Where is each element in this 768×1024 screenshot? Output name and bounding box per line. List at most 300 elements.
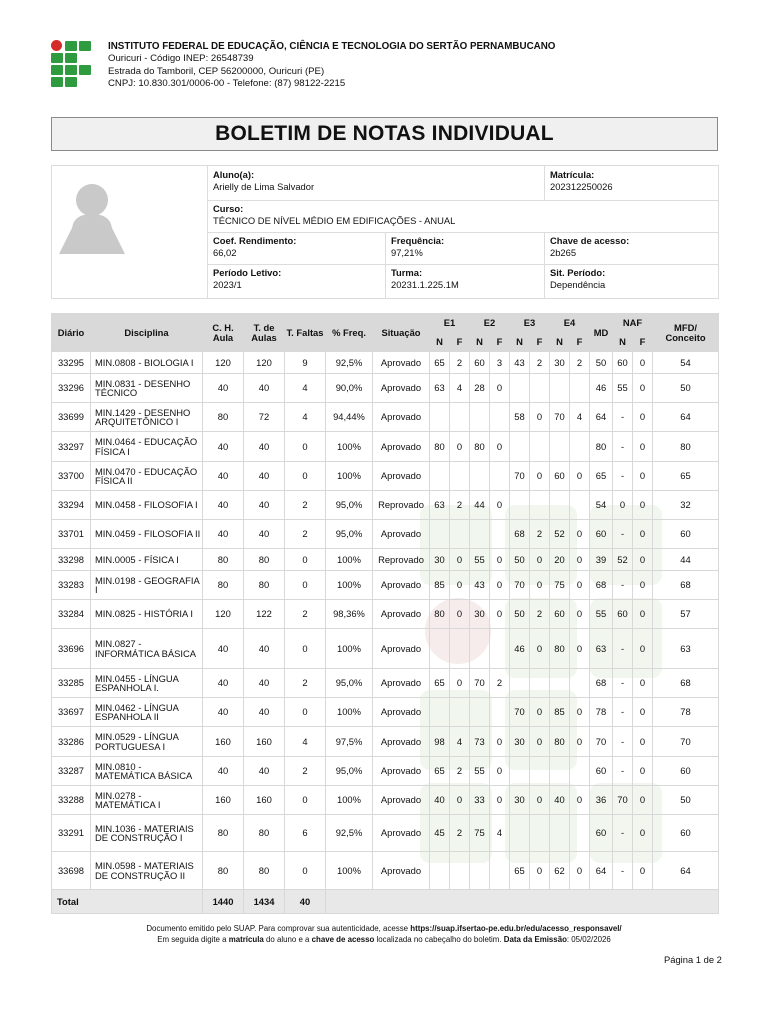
naf-nota-cell: -	[613, 852, 633, 890]
institution-address: Estrada do Tamboril, CEP 56200000, Ouricuri (PE)	[108, 65, 325, 77]
disciplina-cell: MIN.0458 - FILOSOFIA I	[91, 491, 203, 520]
e1-faltas-cell	[450, 629, 470, 669]
total-faltas-cell: 2	[285, 669, 326, 698]
period-label: Período Letivo:	[213, 267, 282, 278]
total-aulas-cell: 120	[244, 352, 285, 374]
e1-nota-cell	[430, 520, 450, 549]
naf-faltas-cell: 0	[633, 403, 653, 432]
table-row	[52, 600, 719, 629]
e1-nota-cell: 65	[430, 669, 450, 698]
e4-faltas-cell: 0	[570, 549, 590, 571]
header-n: N	[550, 333, 570, 352]
footer-bold: Data da Emissão	[503, 935, 567, 944]
e4-faltas-cell: 0	[570, 520, 590, 549]
e2-nota-cell: 43	[470, 571, 490, 600]
mfd-cell: 64	[653, 403, 719, 432]
diario-cell: 33697	[52, 698, 91, 727]
institution-campus: Ouricuri - Código INEP: 26548739	[108, 53, 254, 65]
e1-nota-cell: 45	[430, 815, 450, 852]
total-faltas-cell: 0	[285, 549, 326, 571]
freq-cell: 100%	[326, 698, 373, 727]
total-faltas-cell: 4	[285, 374, 326, 403]
total-aulas-cell: 80	[244, 549, 285, 571]
footer-text: localizada no cabeçalho do boletim.	[374, 935, 504, 944]
table-row	[52, 571, 719, 600]
total-row	[52, 890, 719, 914]
header-f: F	[530, 333, 550, 352]
e2-nota-cell	[470, 698, 490, 727]
total-aulas-cell: 80	[244, 815, 285, 852]
e3-faltas-cell: 0	[530, 629, 550, 669]
disciplina-cell: MIN.0459 - FILOSOFIA II	[91, 520, 203, 549]
e4-nota-cell: 80	[550, 629, 570, 669]
diario-cell: 33696	[52, 629, 91, 669]
total-aulas: 1434	[244, 890, 285, 914]
freq-cell: 100%	[326, 786, 373, 815]
naf-nota-cell: 55	[613, 374, 633, 403]
e1-faltas-cell: 0	[450, 432, 470, 462]
e4-nota-cell	[550, 815, 570, 852]
naf-faltas-cell: 0	[633, 520, 653, 549]
e4-faltas-cell: 0	[570, 462, 590, 491]
freq-cell: 100%	[326, 571, 373, 600]
coef-cell	[207, 232, 385, 259]
diario-cell: 33294	[52, 491, 91, 520]
naf-faltas-cell: 0	[633, 669, 653, 698]
ch-cell: 40	[203, 629, 244, 669]
e3-faltas-cell	[530, 491, 550, 520]
e3-nota-cell	[510, 432, 530, 462]
e1-nota-cell: 40	[430, 786, 450, 815]
mfd-cell: 68	[653, 669, 719, 698]
e1-nota-cell: 30	[430, 549, 450, 571]
header-f: F	[633, 333, 653, 352]
e2-faltas-cell: 0	[490, 757, 510, 786]
naf-nota-cell: -	[613, 727, 633, 757]
e2-faltas-cell: 4	[490, 815, 510, 852]
page-title: BOLETIM DE NOTAS INDIVIDUAL	[51, 117, 718, 151]
e4-faltas-cell: 0	[570, 852, 590, 890]
disciplina-cell: MIN.0278 - MATEMÁTICA I	[91, 786, 203, 815]
e4-nota-cell: 20	[550, 549, 570, 571]
document-footer	[0, 923, 768, 945]
header-freq: % Freq.	[326, 314, 373, 352]
situacao-cell: Aprovado	[373, 727, 430, 757]
naf-nota-cell: -	[613, 629, 633, 669]
md-cell: 70	[590, 727, 613, 757]
mfd-cell: 80	[653, 432, 719, 462]
e3-faltas-cell: 0	[530, 727, 550, 757]
e4-nota-cell	[550, 669, 570, 698]
e4-nota-cell: 60	[550, 462, 570, 491]
situacao-cell: Aprovado	[373, 698, 430, 727]
disciplina-cell: MIN.0810 - MATEMÁTICA BÁSICA	[91, 757, 203, 786]
total-faltas-cell: 9	[285, 352, 326, 374]
e1-nota-cell	[430, 852, 450, 890]
footer-text: Em seguida digite a	[157, 935, 229, 944]
diario-cell: 33296	[52, 374, 91, 403]
e3-nota-cell: 46	[510, 629, 530, 669]
ch-cell: 40	[203, 698, 244, 727]
header-n: N	[470, 333, 490, 352]
e3-nota-cell: 70	[510, 571, 530, 600]
student-info-panel	[51, 165, 719, 299]
mfd-cell: 57	[653, 600, 719, 629]
mfd-cell: 44	[653, 549, 719, 571]
total-faltas: 40	[285, 890, 326, 914]
student-name-label: Aluno(a):	[213, 169, 255, 180]
disciplina-cell: MIN.0598 - MATERIAIS DE CONSTRUÇÃO II	[91, 852, 203, 890]
table-row	[52, 727, 719, 757]
document-header	[50, 40, 730, 92]
matricula-label: Matrícula:	[550, 169, 595, 180]
e1-faltas-cell: 2	[450, 815, 470, 852]
header-f: F	[490, 333, 510, 352]
naf-faltas-cell: 0	[633, 374, 653, 403]
total-faltas-cell: 0	[285, 698, 326, 727]
ch-cell: 40	[203, 757, 244, 786]
total-faltas-cell: 0	[285, 786, 326, 815]
e3-nota-cell: 58	[510, 403, 530, 432]
e1-faltas-cell: 0	[450, 571, 470, 600]
mfd-cell: 60	[653, 520, 719, 549]
naf-faltas-cell: 0	[633, 629, 653, 669]
naf-nota-cell: -	[613, 757, 633, 786]
e3-nota-cell: 30	[510, 727, 530, 757]
total-aulas-cell: 40	[244, 629, 285, 669]
coef-value: 66,02	[213, 247, 237, 258]
diario-cell: 33298	[52, 549, 91, 571]
e1-faltas-cell	[450, 403, 470, 432]
naf-faltas-cell: 0	[633, 432, 653, 462]
e3-nota-cell	[510, 669, 530, 698]
disciplina-cell: MIN.0825 - HISTÓRIA I	[91, 600, 203, 629]
ch-cell: 40	[203, 520, 244, 549]
e2-nota-cell: 75	[470, 815, 490, 852]
header-total-aulas: T. de Aulas	[244, 314, 285, 352]
footer-text: Documento emitido pelo SUAP. Para comprovar sua autenticidade, acesse	[146, 924, 411, 933]
ch-cell: 160	[203, 727, 244, 757]
e2-nota-cell: 55	[470, 549, 490, 571]
header-diario: Diário	[52, 314, 91, 352]
table-row	[52, 629, 719, 669]
table-row	[52, 462, 719, 491]
ch-cell: 40	[203, 432, 244, 462]
situacao-cell: Aprovado	[373, 374, 430, 403]
naf-nota-cell: -	[613, 815, 633, 852]
ch-cell: 80	[203, 852, 244, 890]
situacao-cell: Aprovado	[373, 352, 430, 374]
e2-faltas-cell: 0	[490, 727, 510, 757]
total-faltas-cell: 0	[285, 432, 326, 462]
e2-nota-cell: 33	[470, 786, 490, 815]
course-value: TÉCNICO DE NÍVEL MÉDIO EM EDIFICAÇÕES - ANUAL	[213, 215, 456, 226]
situacao-cell: Aprovado	[373, 815, 430, 852]
md-cell: 36	[590, 786, 613, 815]
freq-cell: 97,5%	[326, 727, 373, 757]
situacao-cell: Aprovado	[373, 462, 430, 491]
mfd-cell: 50	[653, 786, 719, 815]
e1-faltas-cell: 0	[450, 549, 470, 571]
period-status-cell	[544, 264, 718, 291]
e4-nota-cell: 80	[550, 727, 570, 757]
md-cell: 65	[590, 462, 613, 491]
situacao-cell: Aprovado	[373, 629, 430, 669]
freq-cell: 100%	[326, 629, 373, 669]
table-row	[52, 852, 719, 890]
e4-faltas-cell: 2	[570, 352, 590, 374]
disciplina-cell: MIN.0005 - FÍSICA I	[91, 549, 203, 571]
e4-nota-cell: 62	[550, 852, 570, 890]
e2-faltas-cell: 0	[490, 786, 510, 815]
mfd-cell: 70	[653, 727, 719, 757]
e2-faltas-cell: 0	[490, 600, 510, 629]
md-cell: 60	[590, 520, 613, 549]
e3-faltas-cell	[530, 815, 550, 852]
disciplina-cell: MIN.0470 - EDUCAÇÃO FÍSICA II	[91, 462, 203, 491]
md-cell: 64	[590, 852, 613, 890]
e4-nota-cell	[550, 374, 570, 403]
institution-contact: CNPJ: 10.830.301/0006-00 - Telefone: (87) 98122-2215	[108, 78, 346, 90]
freq-cell: 95,0%	[326, 669, 373, 698]
e3-nota-cell	[510, 374, 530, 403]
disciplina-cell: MIN.0808 - BIOLOGIA I	[91, 352, 203, 374]
matricula-cell	[544, 166, 718, 193]
header-e4: E4	[550, 314, 590, 333]
ch-cell: 80	[203, 403, 244, 432]
verification-link[interactable]: https://suap.ifsertao-pe.edu.br/edu/acesso_responsavel/	[410, 924, 622, 933]
mfd-cell: 54	[653, 352, 719, 374]
e3-faltas-cell	[530, 669, 550, 698]
mfd-cell: 68	[653, 571, 719, 600]
e4-faltas-cell: 0	[570, 698, 590, 727]
table-row	[52, 491, 719, 520]
header-e3: E3	[510, 314, 550, 333]
total-ch: 1440	[203, 890, 244, 914]
student-name-cell	[207, 166, 544, 193]
naf-nota-cell: -	[613, 403, 633, 432]
e1-faltas-cell: 0	[450, 669, 470, 698]
freq-cell: 100%	[326, 462, 373, 491]
table-row	[52, 549, 719, 571]
e3-nota-cell	[510, 815, 530, 852]
total-aulas-cell: 40	[244, 462, 285, 491]
total-faltas-cell: 4	[285, 403, 326, 432]
header-n: N	[510, 333, 530, 352]
e4-faltas-cell	[570, 374, 590, 403]
total-aulas-cell: 40	[244, 757, 285, 786]
mfd-cell: 64	[653, 852, 719, 890]
naf-nota-cell: -	[613, 698, 633, 727]
ch-cell: 160	[203, 786, 244, 815]
md-cell: 54	[590, 491, 613, 520]
naf-faltas-cell: 0	[633, 462, 653, 491]
md-cell: 50	[590, 352, 613, 374]
situacao-cell: Aprovado	[373, 669, 430, 698]
md-cell: 68	[590, 669, 613, 698]
disciplina-cell: MIN.0831 - DESENHO TÉCNICO	[91, 374, 203, 403]
e2-nota-cell: 80	[470, 432, 490, 462]
footer-text: : 05/02/2026	[566, 935, 611, 944]
freq-cell: 95,0%	[326, 520, 373, 549]
disciplina-cell: MIN.0455 - LÍNGUA ESPANHOLA I.	[91, 669, 203, 698]
e3-faltas-cell: 0	[530, 549, 550, 571]
frequency-label: Frequência:	[391, 235, 445, 246]
e3-nota-cell: 30	[510, 786, 530, 815]
mfd-cell: 65	[653, 462, 719, 491]
naf-faltas-cell: 0	[633, 352, 653, 374]
md-cell: 39	[590, 549, 613, 571]
situacao-cell: Aprovado	[373, 786, 430, 815]
total-aulas-cell: 40	[244, 432, 285, 462]
total-aulas-cell: 40	[244, 374, 285, 403]
md-cell: 60	[590, 815, 613, 852]
header-mfd: MFD/ Conceito	[653, 314, 719, 352]
e2-faltas-cell: 0	[490, 491, 510, 520]
e4-faltas-cell: 0	[570, 786, 590, 815]
mfd-cell: 78	[653, 698, 719, 727]
mfd-cell: 60	[653, 757, 719, 786]
e1-nota-cell	[430, 698, 450, 727]
e4-nota-cell	[550, 432, 570, 462]
header-e2: E2	[470, 314, 510, 333]
freq-cell: 95,0%	[326, 491, 373, 520]
e3-nota-cell: 70	[510, 698, 530, 727]
access-key-value: 2b265	[550, 247, 577, 258]
table-row	[52, 352, 719, 374]
table-row	[52, 815, 719, 852]
md-cell: 55	[590, 600, 613, 629]
header-ch-aula: C. H. Aula	[203, 314, 244, 352]
naf-nota-cell: -	[613, 432, 633, 462]
matricula-value: 202312250026	[550, 181, 613, 192]
e3-faltas-cell: 0	[530, 462, 550, 491]
freq-cell: 90,0%	[326, 374, 373, 403]
naf-nota-cell: 52	[613, 549, 633, 571]
footer-line-2	[0, 934, 768, 945]
e4-faltas-cell: 0	[570, 571, 590, 600]
e4-nota-cell: 40	[550, 786, 570, 815]
md-cell: 46	[590, 374, 613, 403]
freq-cell: 98,36%	[326, 600, 373, 629]
footer-bold: chave de acesso	[311, 935, 375, 944]
e4-nota-cell: 75	[550, 571, 570, 600]
e2-faltas-cell: 2	[490, 669, 510, 698]
freq-cell: 95,0%	[326, 757, 373, 786]
institution-logo	[50, 40, 94, 88]
access-key-label: Chave de acesso:	[550, 235, 630, 246]
e1-nota-cell	[430, 462, 450, 491]
e4-faltas-cell	[570, 491, 590, 520]
table-row	[52, 403, 719, 432]
naf-faltas-cell: 0	[633, 571, 653, 600]
e2-faltas-cell: 0	[490, 571, 510, 600]
total-faltas-cell: 2	[285, 757, 326, 786]
e2-nota-cell: 30	[470, 600, 490, 629]
e3-faltas-cell: 0	[530, 698, 550, 727]
naf-nota-cell: -	[613, 520, 633, 549]
disciplina-cell: MIN.0827 - INFORMÁTICA BÁSICA	[91, 629, 203, 669]
freq-cell: 92,5%	[326, 815, 373, 852]
e2-nota-cell: 60	[470, 352, 490, 374]
naf-nota-cell: -	[613, 462, 633, 491]
e2-faltas-cell: 0	[490, 432, 510, 462]
e1-faltas-cell: 2	[450, 491, 470, 520]
e2-nota-cell: 55	[470, 757, 490, 786]
header-disciplina: Disciplina	[91, 314, 203, 352]
diario-cell: 33286	[52, 727, 91, 757]
grades-table	[51, 313, 719, 914]
naf-faltas-cell: 0	[633, 600, 653, 629]
footer-text: do aluno e a	[263, 935, 312, 944]
header-n: N	[613, 333, 633, 352]
situacao-cell: Aprovado	[373, 571, 430, 600]
situacao-cell: Aprovado	[373, 852, 430, 890]
total-aulas-cell: 40	[244, 698, 285, 727]
diario-cell: 33288	[52, 786, 91, 815]
e1-nota-cell	[430, 403, 450, 432]
e1-faltas-cell: 4	[450, 374, 470, 403]
e4-faltas-cell: 0	[570, 600, 590, 629]
e2-faltas-cell: 3	[490, 352, 510, 374]
e1-nota-cell: 80	[430, 432, 450, 462]
e4-faltas-cell: 0	[570, 727, 590, 757]
freq-cell: 100%	[326, 549, 373, 571]
e4-faltas-cell: 4	[570, 403, 590, 432]
total-faltas-cell: 6	[285, 815, 326, 852]
table-row	[52, 432, 719, 462]
total-faltas-cell: 0	[285, 629, 326, 669]
e1-faltas-cell: 0	[450, 600, 470, 629]
naf-nota-cell: 60	[613, 352, 633, 374]
e1-faltas-cell	[450, 698, 470, 727]
footer-bold: matrícula	[228, 935, 264, 944]
diario-cell: 33291	[52, 815, 91, 852]
institution-name: INSTITUTO FEDERAL DE EDUCAÇÃO, CIÊNCIA E TECNOLOGIA DO SERTÃO PERNAMBUCANO	[108, 41, 556, 52]
class-value: 20231.1.225.1M	[391, 279, 459, 290]
ch-cell: 40	[203, 491, 244, 520]
e3-faltas-cell: 2	[530, 520, 550, 549]
e4-nota-cell: 30	[550, 352, 570, 374]
e2-nota-cell	[470, 403, 490, 432]
naf-faltas-cell: 0	[633, 727, 653, 757]
diario-cell: 33699	[52, 403, 91, 432]
total-faltas-cell: 2	[285, 520, 326, 549]
ch-cell: 120	[203, 600, 244, 629]
total-faltas-cell: 0	[285, 571, 326, 600]
e1-faltas-cell	[450, 852, 470, 890]
avatar-icon	[52, 166, 207, 298]
total-aulas-cell: 72	[244, 403, 285, 432]
freq-cell: 100%	[326, 432, 373, 462]
e3-nota-cell: 50	[510, 600, 530, 629]
footer-line-1	[0, 923, 768, 934]
e4-nota-cell	[550, 491, 570, 520]
naf-faltas-cell: 0	[633, 786, 653, 815]
mfd-cell: 32	[653, 491, 719, 520]
table-row	[52, 374, 719, 403]
diario-cell: 33297	[52, 432, 91, 462]
e2-nota-cell	[470, 629, 490, 669]
total-aulas-cell: 40	[244, 520, 285, 549]
e2-nota-cell: 28	[470, 374, 490, 403]
mfd-cell: 50	[653, 374, 719, 403]
grades-body	[52, 352, 719, 890]
e1-faltas-cell	[450, 520, 470, 549]
e3-faltas-cell: 0	[530, 852, 550, 890]
e2-nota-cell	[470, 462, 490, 491]
total-aulas-cell: 122	[244, 600, 285, 629]
